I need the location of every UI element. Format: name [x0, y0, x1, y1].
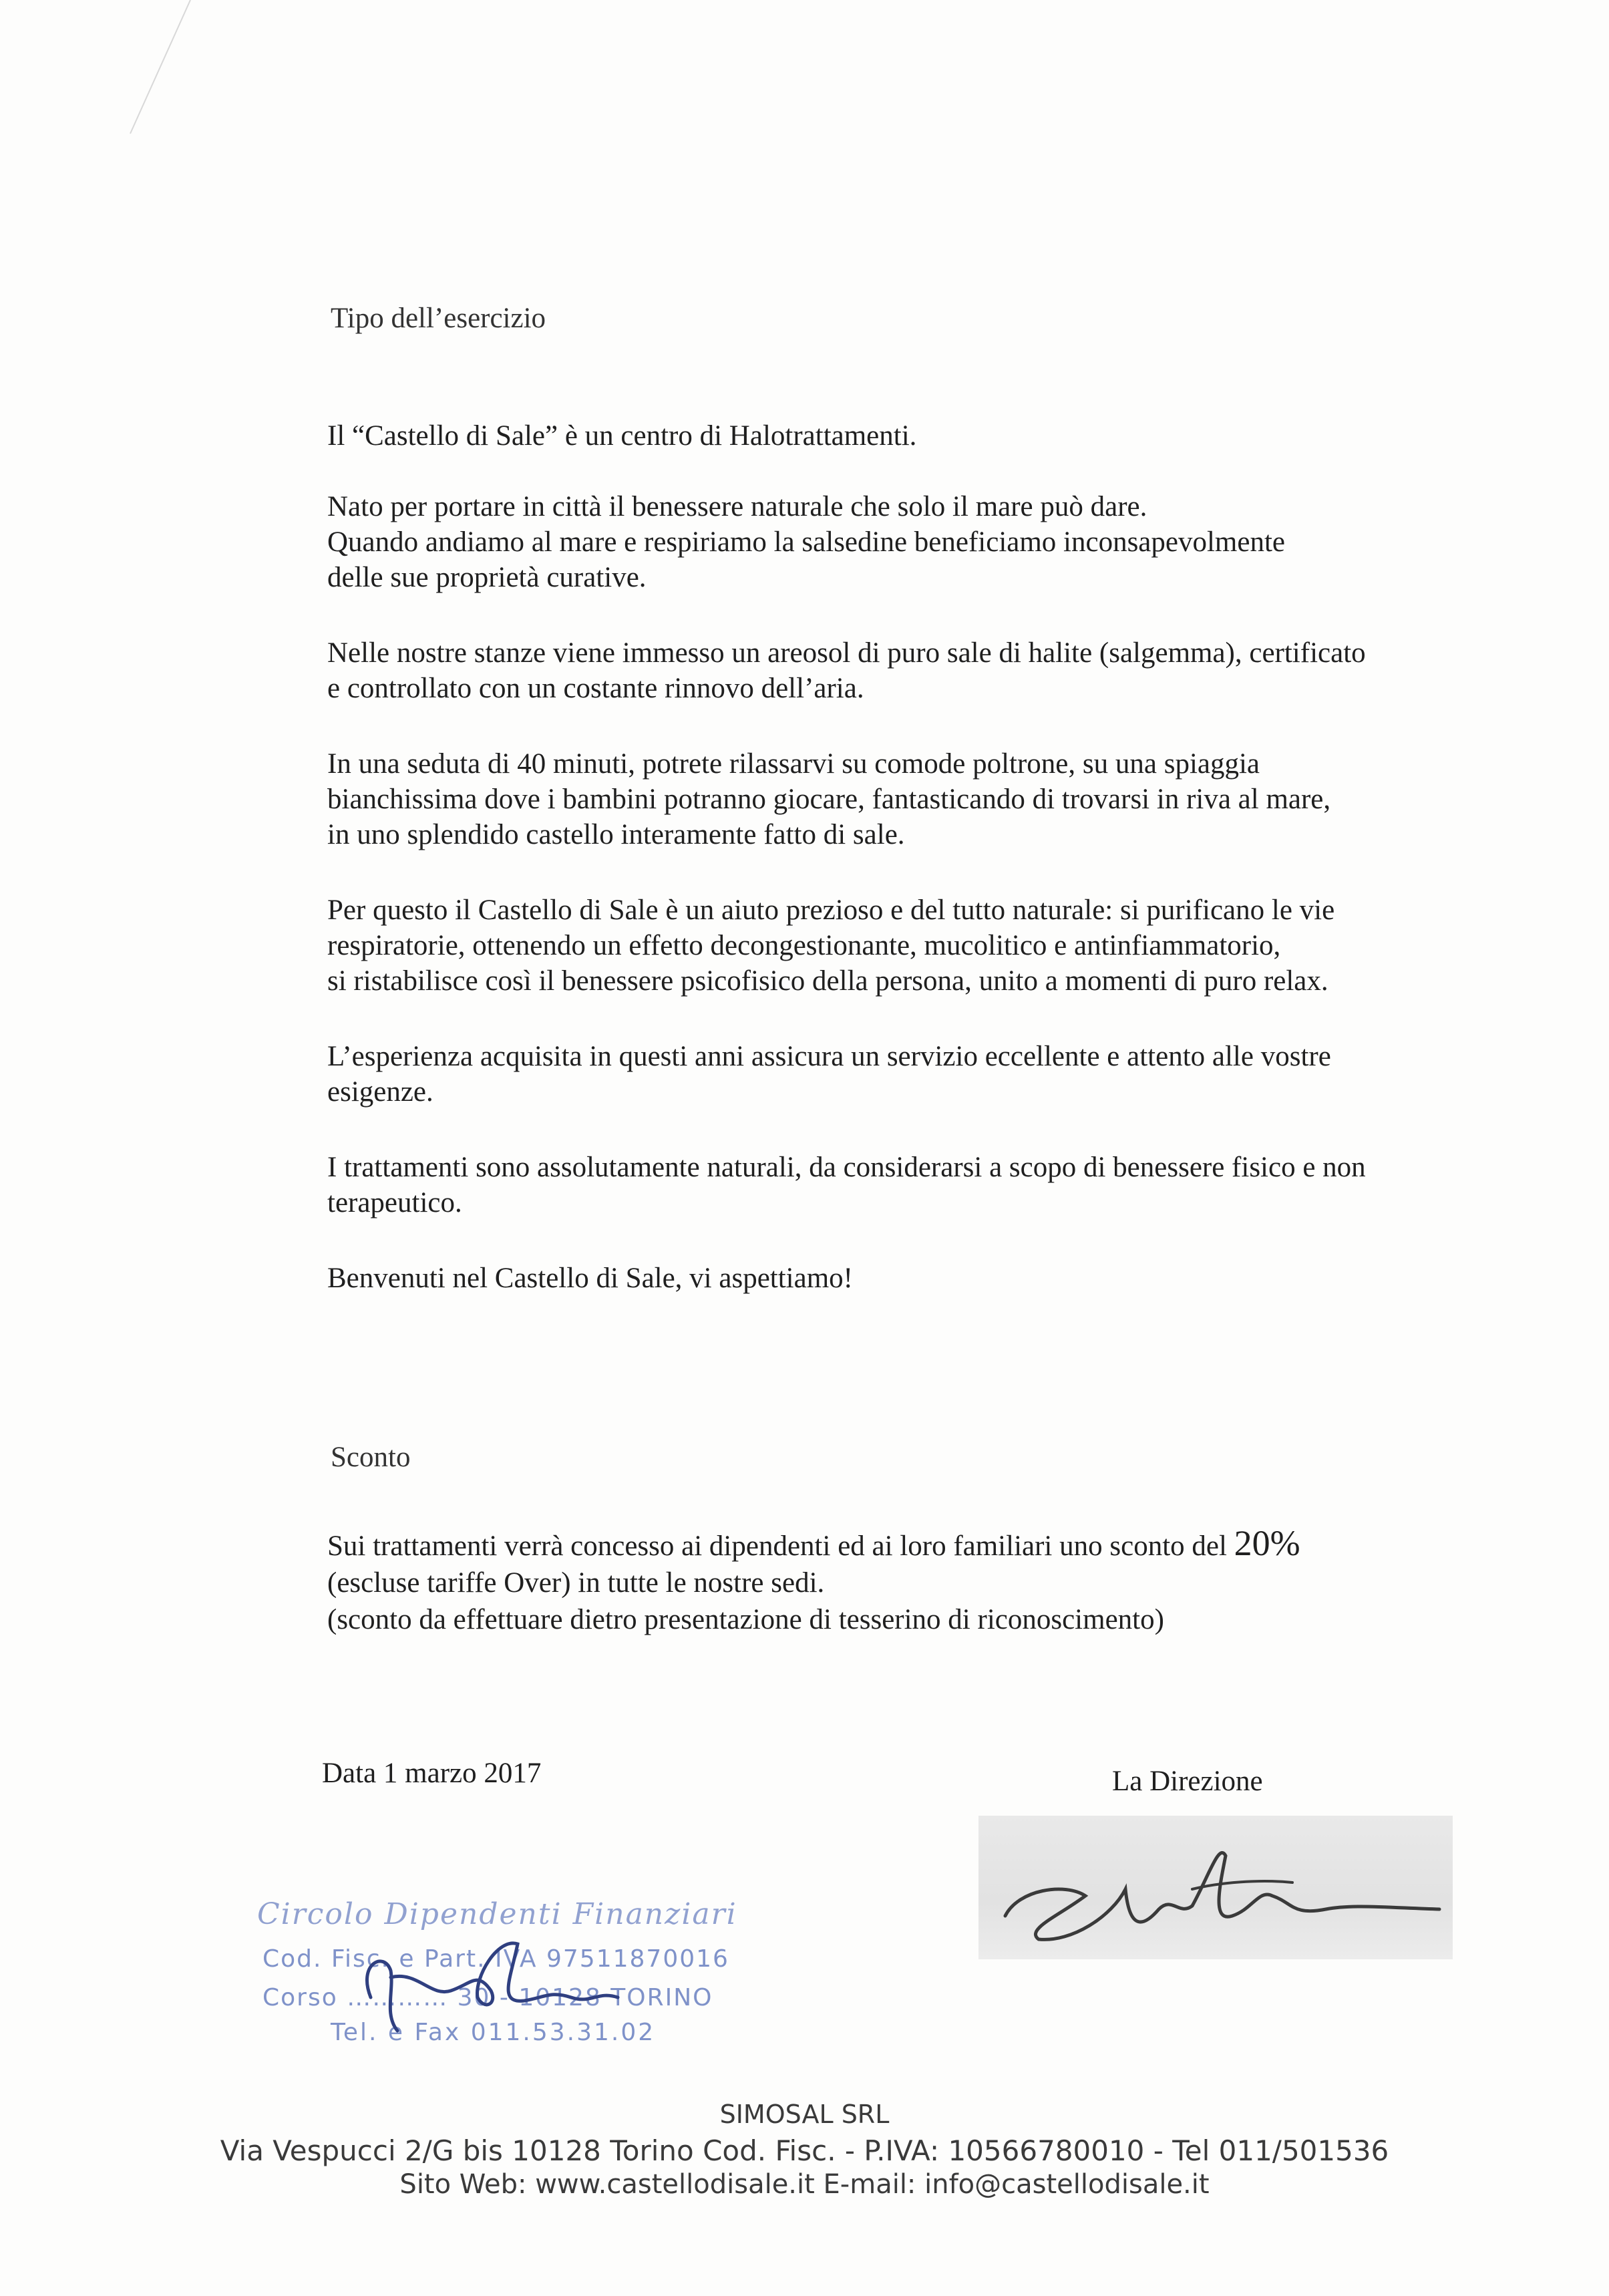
paragraph: In una seduta di 40 minuti, potrete rilassarvi su comode poltrone, su una spiaggia bianchissima dove i bambini potranno giocare, fantasticando di trovarsi in riva al mare, in uno splendido castello interamente fatto di sale.: [327, 748, 1331, 850]
stamp-line: Circolo Dipendenti Finanziari: [257, 1897, 737, 1931]
paragraph: L’esperienza acquisita in questi anni assicura un servizio eccellente e attento alle vostre esigenze.: [327, 1041, 1331, 1108]
footer-company: SIMOSAL SRL: [719, 2100, 890, 2129]
section-body-tipo: [327, 418, 1503, 1296]
stamp-line: Cod. Fisc. e Part. IVA 97511870016: [262, 1945, 729, 1973]
paragraph: I trattamenti sono assolutamente naturali, da considerarsi a scopo di benessere fisico e non terapeutico.: [327, 1152, 1366, 1218]
director-signature: [978, 1816, 1453, 1959]
section-heading-tipo: Tipo dell’esercizio: [331, 303, 546, 334]
paragraph: Nelle nostre stanze viene immesso un areosol di puro sale di halite (salgemma), certificato e controllato con un costante rinnovo dell’aria.: [327, 637, 1366, 704]
paragraph: Nato per portare in città il benessere naturale che solo il mare può dare. Quando andiamo al mare e respiriamo la salsedine beneficiamo inconsapevolmente delle sue proprietà curative.: [327, 491, 1285, 593]
footer-address: Via Vespucci 2/G bis 10128 Torino Cod. Fisc. - P.IVA: 10566780010 - Tel 011/501536: [220, 2134, 1389, 2167]
paragraph: Per questo il Castello di Sale è un aiuto prezioso e del tutto naturale: si purificano le vie respiratorie, ottenendo un effetto decongestionante, mucolitico e antinfiammatorio, si ristabilisce così il benessere psicofisico della persona, unito a momenti di puro relax.: [327, 894, 1335, 997]
date-line: Data 1 marzo 2017: [322, 1758, 542, 1789]
section-body-sconto: [327, 1525, 1503, 1638]
discount-paragraph: Sui trattamenti verrà concesso ai dipendenti ed ai loro familiari uno sconto del 20% (escluse tariffe Over) in tutte le nostre sedi. (sconto da effettuare dietro presentazione di tesserino di riconoscimento): [327, 1523, 1300, 1635]
stamp-line: Corso ………… 30 - 10128 TORINO: [262, 1984, 713, 2011]
paragraph: Benvenuti nel Castello di Sale, vi aspettiamo!: [327, 1263, 853, 1294]
footer-contacts: Sito Web: www.castellodisale.it E-mail: info@castellodisale.it: [399, 2169, 1210, 2200]
paragraph: Il “Castello di Sale” è un centro di Halotrattamenti.: [327, 420, 917, 452]
section-heading-sconto: Sconto: [331, 1442, 411, 1473]
signatory-label: La Direzione: [1112, 1766, 1263, 1797]
stamp-line: Tel. e Fax 011.53.31.02: [331, 2019, 656, 2046]
signature-scribble: [978, 1816, 1453, 1959]
stamp-signature-scribble: [257, 1897, 765, 2058]
association-stamp: [257, 1897, 765, 2058]
discount-value: 20%: [1234, 1523, 1300, 1563]
